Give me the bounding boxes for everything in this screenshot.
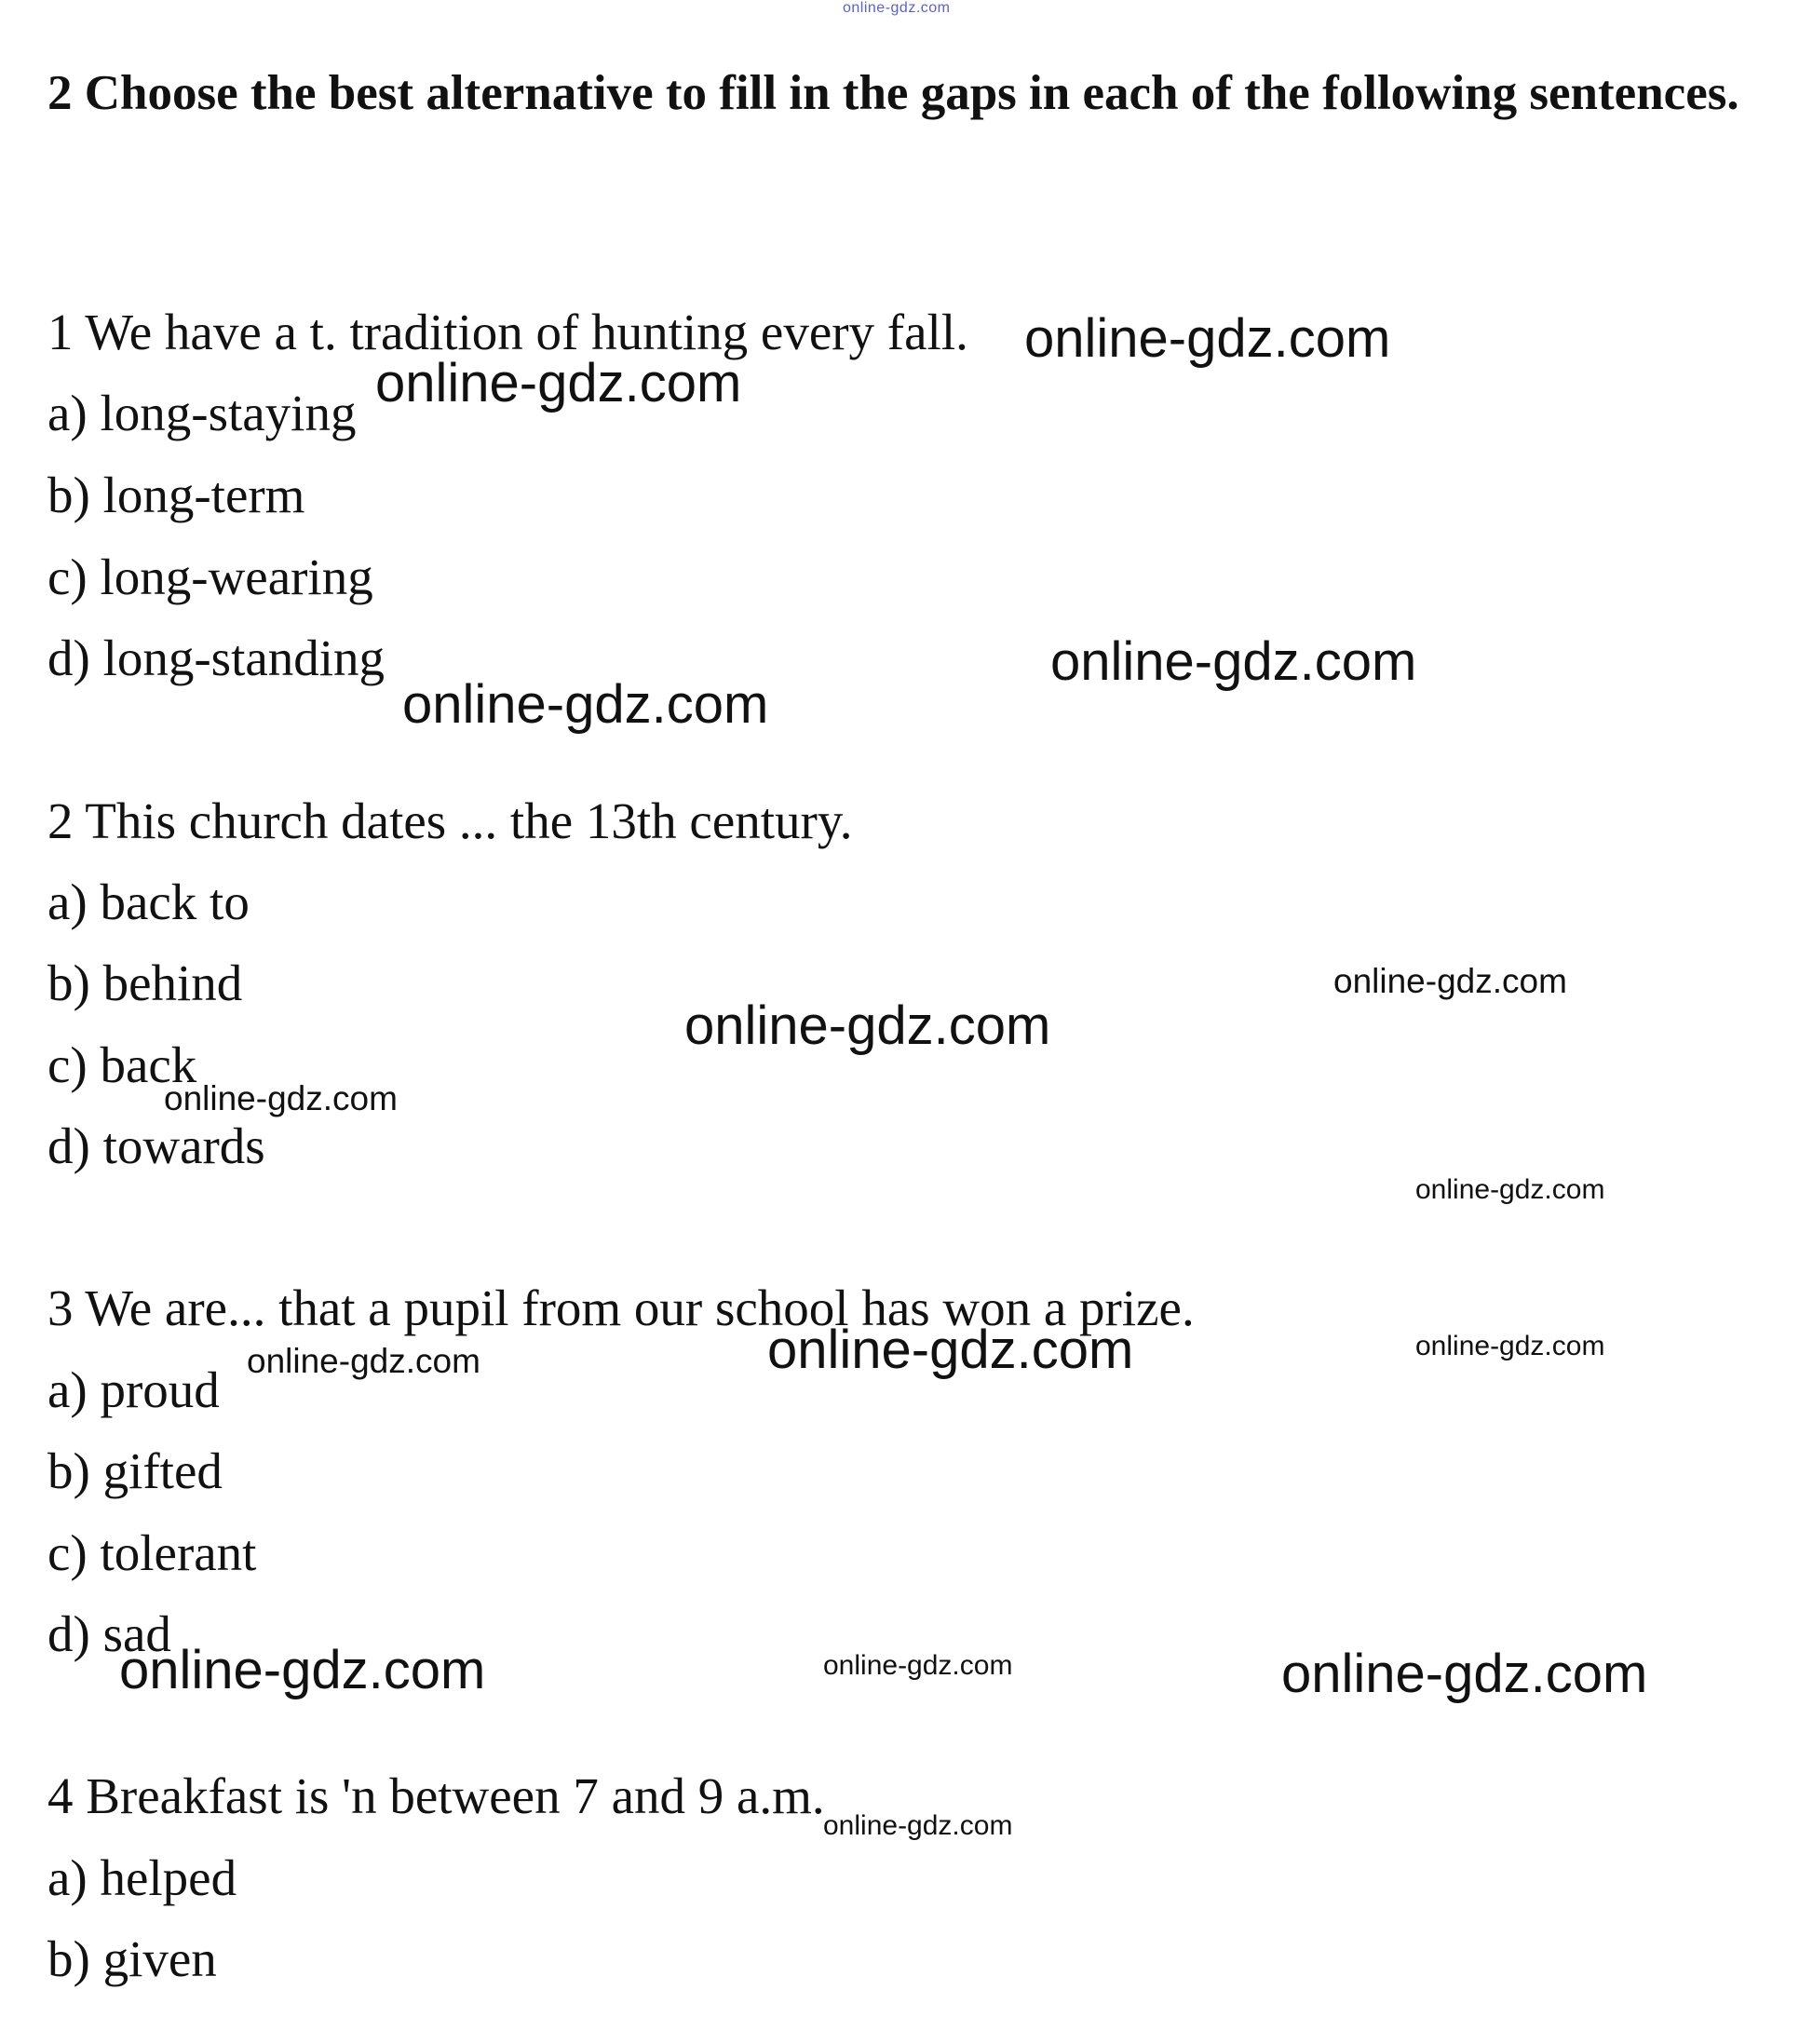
question-1-option-b: b) long-term: [47, 467, 305, 523]
header-watermark: online-gdz.com: [843, 0, 951, 16]
watermark: online-gdz.com: [119, 1640, 486, 1700]
question-2-option-a: a) back to: [47, 873, 250, 930]
watermark: online-gdz.com: [684, 995, 1051, 1056]
question-3-option-c: c) tolerant: [47, 1524, 257, 1581]
watermark: online-gdz.com: [1333, 962, 1567, 1000]
question-2-option-c: c) back: [47, 1036, 197, 1093]
question-3-text: 3 We are... that a pupil from our school has won a prize.: [47, 1279, 1195, 1336]
question-1-option-c: c) long-wearing: [47, 548, 373, 605]
question-1-option-d: d) long-standing: [47, 629, 386, 686]
watermark: online-gdz.com: [1415, 1174, 1605, 1205]
question-2-text: 2 This church dates ... the 13th century.: [47, 792, 853, 849]
question-2-option-b: b) behind: [47, 954, 243, 1011]
question-3-option-d: d) sad: [47, 1605, 171, 1662]
watermark: online-gdz.com: [247, 1342, 480, 1380]
watermark: online-gdz.com: [1024, 308, 1391, 369]
question-4-option-b: b) given: [47, 1930, 217, 1987]
question-4-text: 4 Breakfast is 'n between 7 and 9 a.m.: [47, 1767, 825, 1824]
question-2-option-d: d) towards: [47, 1117, 265, 1174]
exercise-heading: 2 Choose the best alternative to fill in the gaps in each of the following sentences.: [47, 66, 1739, 120]
watermark: online-gdz.com: [767, 1320, 1134, 1380]
watermark: online-gdz.com: [1281, 1644, 1648, 1704]
watermark: online-gdz.com: [823, 1650, 1013, 1681]
watermark: online-gdz.com: [402, 674, 769, 735]
watermark: online-gdz.com: [1415, 1331, 1605, 1361]
question-3-option-a: a) proud: [47, 1361, 220, 1418]
question-1-option-a: a) long-staying: [47, 385, 357, 441]
question-3-option-b: b) gifted: [47, 1442, 223, 1499]
watermark: online-gdz.com: [164, 1079, 398, 1117]
watermark: online-gdz.com: [1050, 631, 1417, 692]
watermark: online-gdz.com: [375, 353, 742, 413]
question-1-text: 1 We have a t. tradition of hunting every fall.: [47, 304, 968, 360]
question-4-option-a: a) helped: [47, 1849, 237, 1906]
watermark: online-gdz.com: [823, 1810, 1013, 1841]
